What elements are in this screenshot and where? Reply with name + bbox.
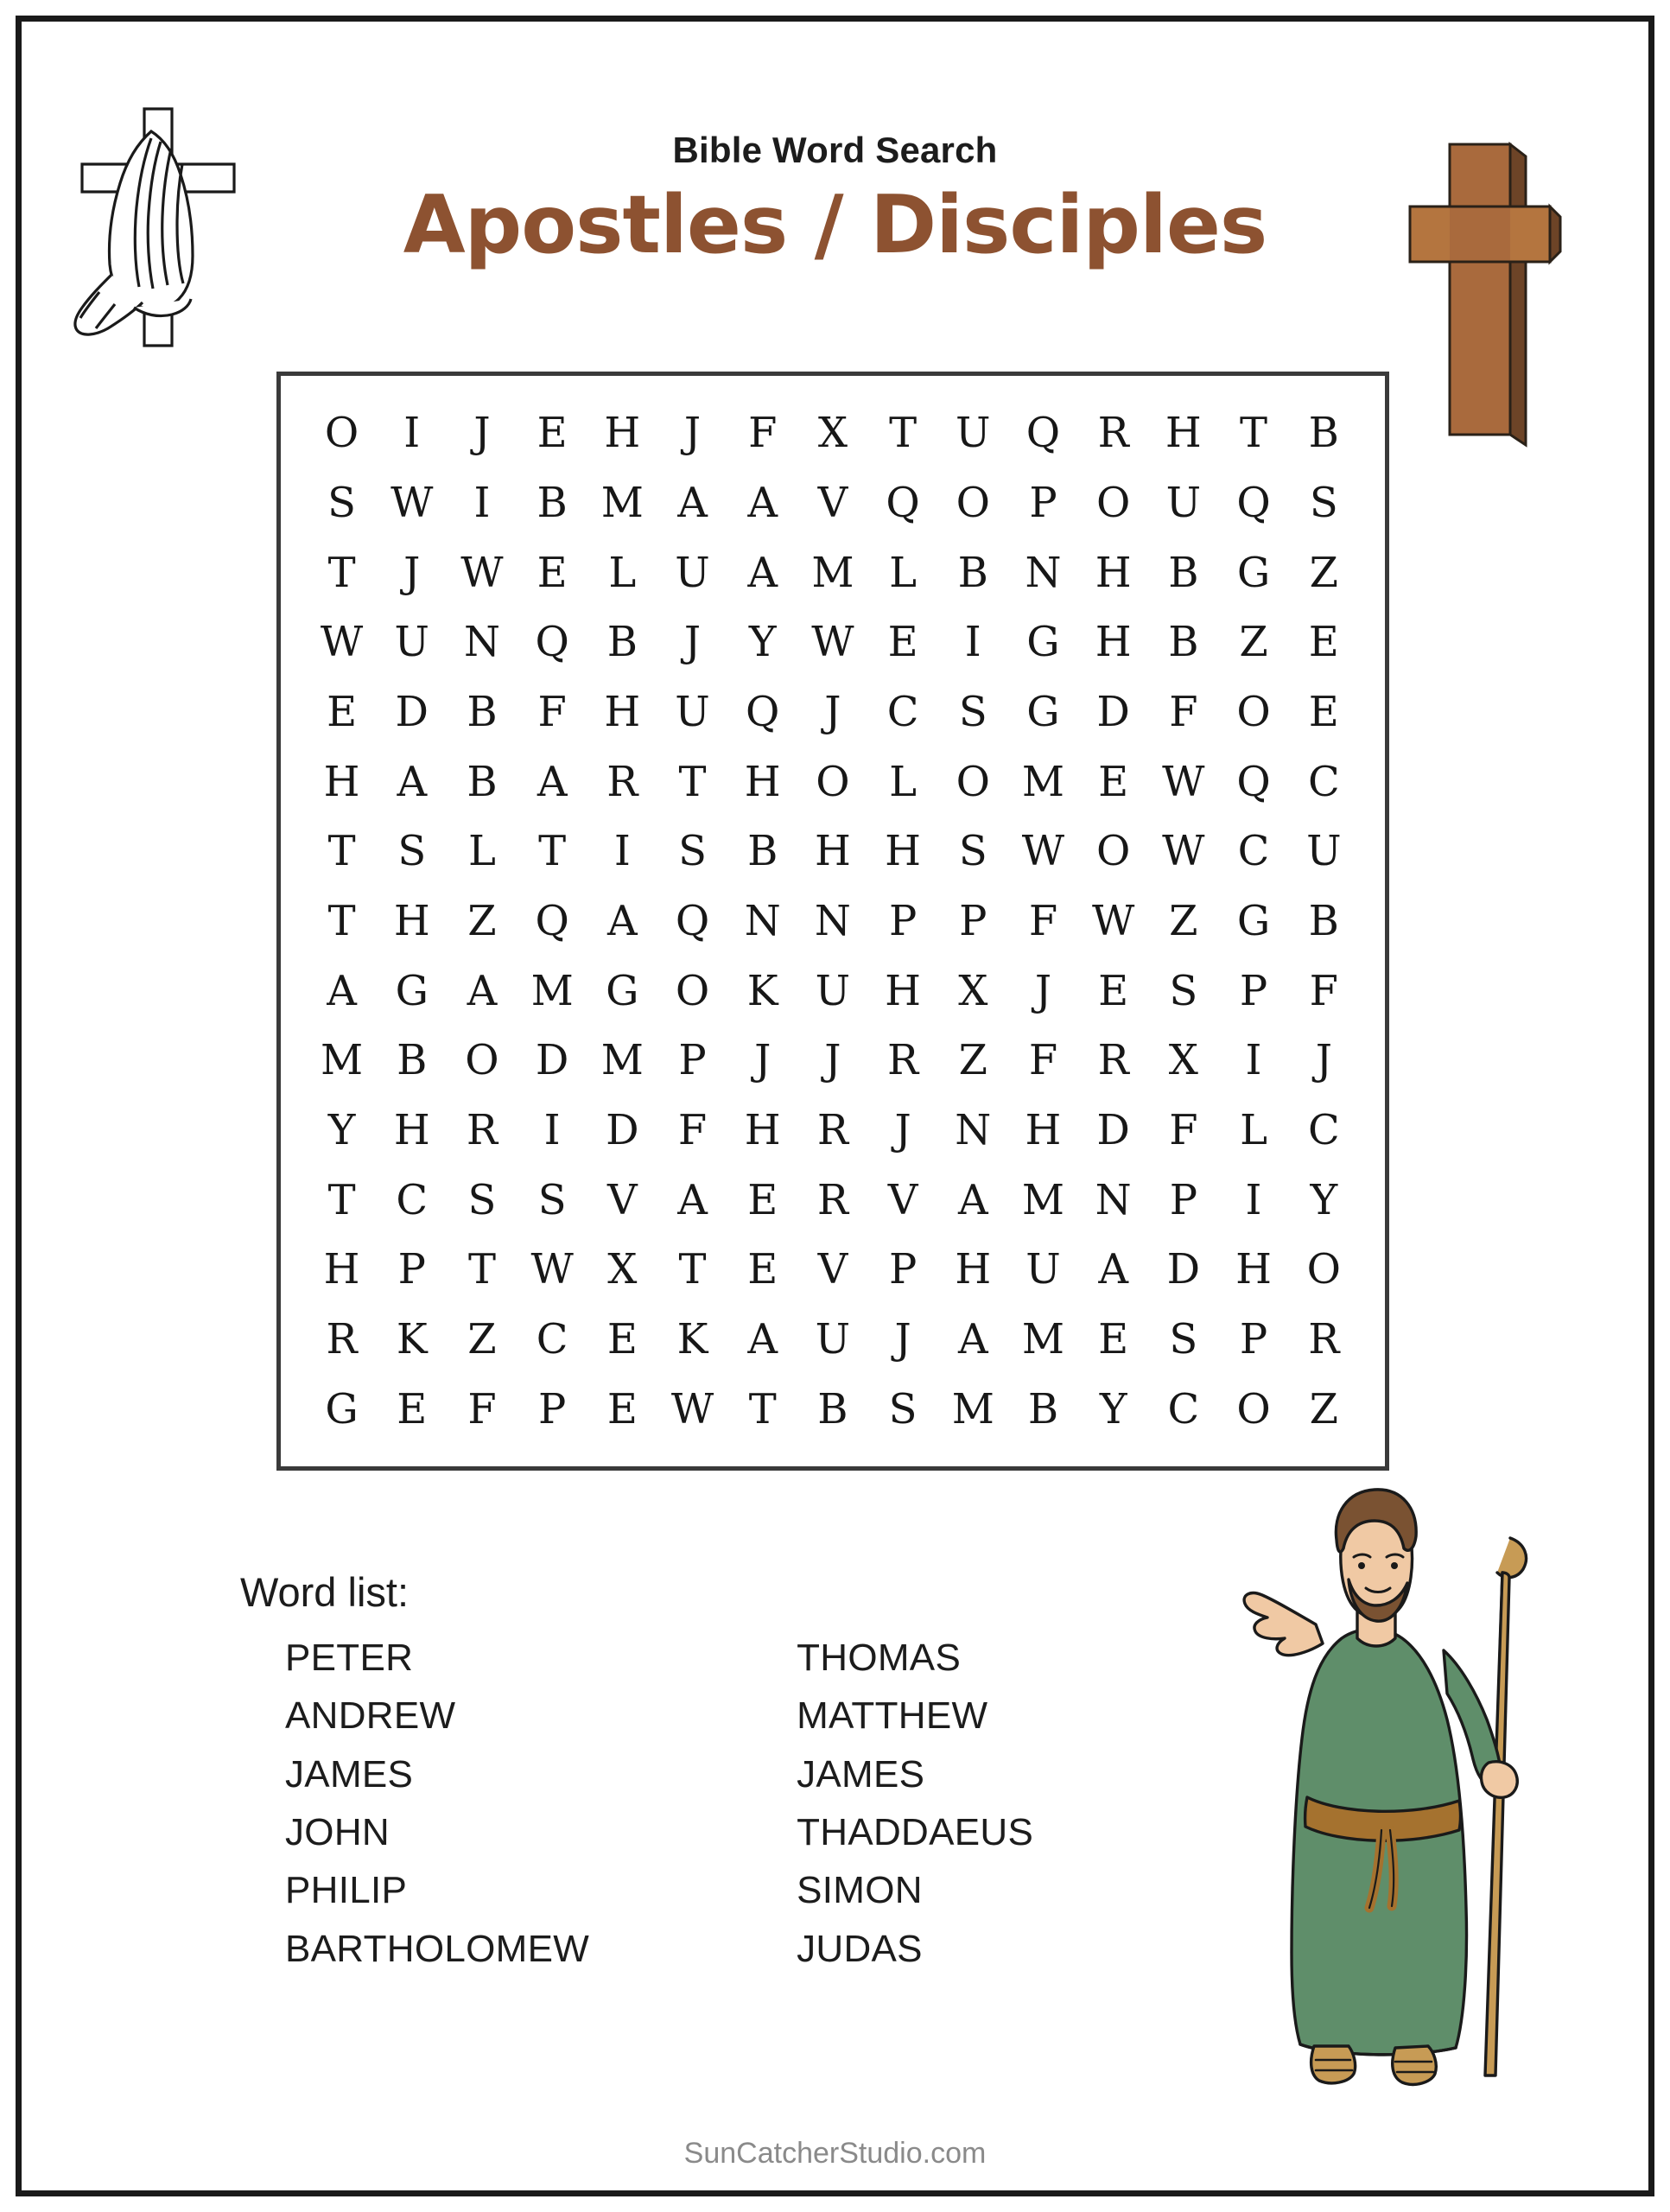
grid-letter: J	[403, 548, 421, 597]
grid-letter: U	[956, 409, 991, 458]
grid-letter: F	[1169, 1105, 1198, 1154]
grid-letter: F	[748, 409, 778, 458]
grid-letter: A	[747, 478, 778, 527]
grid-row	[307, 956, 1359, 1026]
grid-letter: B	[397, 1036, 428, 1085]
grid-letter: U	[394, 618, 429, 667]
grid-letter: N	[463, 618, 500, 667]
grid-letter: Q	[535, 618, 569, 667]
grid-letter: T	[1240, 409, 1268, 458]
grid-letter: I	[473, 478, 491, 527]
grid-letter: B	[1308, 896, 1339, 945]
grid-letter: A	[327, 966, 357, 1015]
grid-letter: Q	[535, 896, 569, 945]
grid-letter: I	[543, 1105, 561, 1154]
grid-letter: T	[889, 409, 918, 458]
grid-letter: W	[670, 1384, 714, 1433]
grid-letter: S	[958, 687, 987, 736]
grid-letter: U	[815, 1314, 851, 1363]
grid-letter: I	[1245, 1036, 1262, 1085]
grid-letter: R	[326, 1314, 358, 1363]
grid-letter: Y	[327, 1105, 356, 1154]
grid-letter: F	[677, 1105, 708, 1154]
grid-letter: J	[683, 618, 702, 667]
grid-row	[307, 747, 1359, 817]
grid-letter: E	[537, 548, 568, 597]
grid-row	[307, 537, 1359, 607]
grid-letter: U	[1025, 1245, 1061, 1294]
grid-letter: Z	[1309, 1384, 1338, 1433]
grid-letter: N	[1095, 1175, 1132, 1224]
grid-letter: E	[1308, 618, 1339, 667]
grid-letter: Q	[1025, 409, 1061, 458]
grid-letter: O	[816, 757, 850, 806]
grid-letter: I	[613, 827, 631, 876]
grid-letter: Q	[746, 687, 780, 736]
grid-letter: K	[676, 1314, 708, 1363]
grid-letter: H	[1025, 1105, 1062, 1154]
grid-letter: Y	[1099, 1384, 1127, 1433]
grid-letter: D	[1166, 1245, 1201, 1294]
grid-letter: J	[894, 1105, 911, 1154]
grid-letter: M	[321, 1036, 364, 1085]
grid-letter: P	[1239, 966, 1268, 1015]
grid-letter: A	[677, 478, 708, 527]
grid-letter: E	[747, 1175, 778, 1224]
grid-letter: I	[1245, 1175, 1262, 1224]
grid-letter: H	[885, 966, 922, 1015]
grid-letter: R	[606, 757, 638, 806]
grid-row	[307, 1096, 1359, 1166]
grid-letter: A	[397, 757, 428, 806]
grid-letter: W	[811, 618, 854, 667]
grid-letter: T	[327, 1175, 356, 1224]
grid-letter: U	[675, 687, 710, 736]
grid-letter: L	[1240, 1105, 1267, 1154]
grid-letter: D	[1096, 687, 1130, 736]
grid-letter: R	[1308, 1314, 1340, 1363]
grid-row	[307, 398, 1359, 468]
grid-row	[307, 468, 1359, 538]
grid-letter: S	[888, 1384, 918, 1433]
grid-letter: H	[744, 757, 781, 806]
grid-letter: W	[460, 548, 504, 597]
grid-letter: O	[1236, 1384, 1271, 1433]
word-item: JOHN	[285, 1810, 390, 1853]
grid-letter: A	[1098, 1245, 1128, 1294]
word-item: JAMES	[285, 1752, 414, 1796]
word-list-column-1	[285, 1629, 589, 1978]
grid-letter: G	[1026, 687, 1060, 736]
grid-letter: T	[678, 757, 707, 806]
grid-letter: M	[600, 1036, 644, 1085]
grid-letter: N	[814, 896, 851, 945]
grid-letter: C	[1307, 1105, 1340, 1154]
grid-letter: W	[1162, 757, 1205, 806]
word-item: PHILIP	[285, 1869, 408, 1912]
grid-letter: E	[1098, 966, 1129, 1015]
grid-letter: M	[1021, 1314, 1065, 1363]
grid-letter: S	[327, 478, 357, 527]
grid-letter: P	[397, 1245, 426, 1294]
grid-letter: J	[1034, 966, 1052, 1015]
grid-letter: L	[468, 827, 496, 876]
grid-letter: E	[1098, 1314, 1129, 1363]
grid-letter: Z	[1239, 618, 1268, 667]
grid-letter: J	[683, 409, 702, 458]
grid-letter: P	[678, 1036, 707, 1085]
grid-letter: B	[467, 687, 498, 736]
grid-letter: V	[607, 1175, 638, 1224]
grid-letter: Y	[748, 618, 777, 667]
grid-letter: R	[1097, 409, 1129, 458]
grid-letter: U	[815, 966, 851, 1015]
grid-letter: F	[1028, 896, 1058, 945]
grid-letter: S	[1169, 1314, 1198, 1363]
grid-letter: F	[537, 687, 567, 736]
grid-letter: I	[964, 618, 981, 667]
grid-letter: R	[816, 1175, 848, 1224]
grid-row	[307, 887, 1359, 957]
grid-letter: E	[606, 1384, 638, 1433]
grid-row	[307, 1305, 1359, 1375]
grid-letter: P	[1239, 1314, 1268, 1363]
word-item: MATTHEW	[797, 1694, 988, 1738]
grid-letter: G	[1236, 548, 1271, 597]
grid-letter: V	[817, 478, 848, 527]
grid-letter: W	[1162, 827, 1205, 876]
grid-letter: T	[748, 1384, 777, 1433]
grid-letter: D	[1096, 1105, 1130, 1154]
grid-letter: C	[396, 1175, 429, 1224]
grid-letter: T	[327, 548, 356, 597]
grid-letter: P	[1029, 478, 1057, 527]
word-item: THADDAEUS	[797, 1810, 1034, 1853]
grid-letter: E	[537, 409, 568, 458]
grid-letter: H	[604, 409, 641, 458]
grid-letter: H	[955, 1245, 992, 1294]
grid-letter: B	[1168, 548, 1199, 597]
grid-letter: O	[324, 409, 359, 458]
grid-letter: Q	[1236, 757, 1271, 806]
grid-letter: P	[959, 896, 987, 945]
grid-letter: H	[744, 1105, 781, 1154]
grid-letter: I	[403, 409, 421, 458]
grid-letter: O	[1306, 1245, 1341, 1294]
grid-letter: W	[1021, 827, 1065, 876]
grid-letter: H	[814, 827, 851, 876]
grid-letter: B	[817, 1384, 848, 1433]
grid-letter: B	[1308, 409, 1339, 458]
grid-letter: F	[1028, 1036, 1058, 1085]
grid-letter: X	[607, 1245, 638, 1294]
grid-letter: Q	[1236, 478, 1271, 527]
grid-letter: M	[530, 966, 574, 1015]
grid-letter: O	[465, 1036, 499, 1085]
grid-letter: G	[395, 966, 429, 1015]
grid-letter: E	[1098, 757, 1129, 806]
grid-letter: H	[885, 827, 922, 876]
grid-letter: U	[1165, 478, 1202, 527]
grid-letter: H	[393, 1105, 430, 1154]
word-search-grid	[276, 372, 1389, 1471]
grid-letter: B	[957, 548, 988, 597]
grid-letter: M	[1021, 757, 1065, 806]
grid-letter: R	[887, 1036, 919, 1085]
grid-letter: U	[675, 548, 710, 597]
grid-letter: U	[1306, 827, 1342, 876]
word-list-label: Word list:	[240, 1569, 409, 1615]
grid-row	[307, 607, 1359, 677]
grid-letter: H	[1095, 548, 1132, 597]
grid-letter: O	[956, 757, 990, 806]
grid-letter: B	[467, 757, 498, 806]
grid-letter: C	[886, 687, 919, 736]
grid-letter: T	[538, 827, 567, 876]
grid-letter: W	[1091, 896, 1135, 945]
grid-letter: L	[889, 548, 918, 597]
grid-letter: H	[1235, 1245, 1272, 1294]
grid-letter: Q	[886, 478, 920, 527]
grid-letter: W	[320, 618, 364, 667]
grid-letter: C	[1237, 827, 1270, 876]
site-credit: SunCatcherStudio.com	[683, 2137, 987, 2170]
grid-letter: J	[473, 409, 491, 458]
grid-letter: D	[606, 1105, 639, 1154]
grid-letter: V	[887, 1175, 918, 1224]
grid-letter: D	[395, 687, 429, 736]
grid-letter: P	[538, 1384, 567, 1433]
grid-letter: O	[675, 966, 710, 1015]
grid-letter: C	[536, 1314, 568, 1363]
grid-letter: R	[466, 1105, 498, 1154]
word-item: BARTHOLOMEW	[285, 1927, 590, 1970]
grid-letter: S	[467, 1175, 497, 1224]
word-item: JAMES	[797, 1752, 925, 1796]
word-item: SIMON	[797, 1869, 923, 1912]
grid-letter: N	[744, 896, 781, 945]
disciple-figure-illustration	[1212, 1434, 1584, 2100]
word-item: THOMAS	[797, 1637, 962, 1679]
grid-letter: T	[467, 1245, 496, 1294]
grid-letter: B	[1168, 618, 1199, 667]
grid-row	[307, 817, 1359, 887]
grid-letter: H	[604, 687, 641, 736]
grid-letter: A	[747, 1314, 778, 1363]
grid-letter: A	[607, 896, 638, 945]
word-item: PETER	[285, 1637, 414, 1679]
grid-letter: L	[608, 548, 637, 597]
grid-letter: W	[530, 1245, 574, 1294]
grid-letter: Y	[1310, 1175, 1338, 1224]
grid-letter: E	[747, 1245, 778, 1294]
grid-letter: O	[956, 478, 990, 527]
grid-letter: F	[1169, 687, 1198, 736]
grid-letter: M	[811, 548, 854, 597]
grid-letter: E	[397, 1384, 428, 1433]
grid-row	[307, 1026, 1359, 1096]
grid-letter: O	[1095, 478, 1131, 527]
grid-letter: S	[397, 827, 427, 876]
grid-letter: P	[888, 896, 918, 945]
grid-letter: T	[327, 827, 356, 876]
grid-letter: Z	[1169, 896, 1198, 945]
word-item: ANDREW	[285, 1694, 456, 1738]
grid-letter: S	[678, 827, 707, 876]
grid-letter: Z	[958, 1036, 987, 1085]
grid-letter: E	[327, 687, 358, 736]
grid-letter: A	[537, 757, 568, 806]
grid-letter: A	[677, 1175, 708, 1224]
grid-letter: S	[958, 827, 987, 876]
grid-letter: J	[894, 1314, 911, 1363]
grid-letter: C	[1307, 757, 1340, 806]
grid-letter: S	[537, 1175, 567, 1224]
grid-letter: K	[396, 1314, 428, 1363]
grid-letter: J	[824, 1036, 841, 1085]
grid-letter: R	[1097, 1036, 1129, 1085]
grid-letter: H	[393, 896, 430, 945]
grid-letter: F	[467, 1384, 497, 1433]
grid-letter: A	[747, 548, 778, 597]
grid-letter: O	[1236, 687, 1271, 736]
grid-letter: X	[1168, 1036, 1198, 1085]
grid-letter: E	[1308, 687, 1339, 736]
grid-letter: Z	[467, 896, 497, 945]
grid-letter: Z	[467, 1314, 497, 1363]
word-item: JUDAS	[797, 1927, 923, 1970]
grid-letter: P	[1169, 1175, 1197, 1224]
grid-letter: R	[816, 1105, 848, 1154]
grid-letter: H	[323, 1245, 360, 1294]
grid-letter: G	[1026, 618, 1060, 667]
page-title: Apostles / Disciples	[403, 178, 1267, 271]
page-header	[0, 130, 1670, 271]
grid-letter: B	[537, 478, 568, 527]
grid-letter: M	[951, 1384, 994, 1433]
grid-letter: G	[1236, 896, 1271, 945]
grid-letter: W	[391, 478, 434, 527]
grid-letter: F	[1309, 966, 1338, 1015]
grid-letter: H	[1095, 618, 1132, 667]
grid-letter: S	[1309, 478, 1338, 527]
grid-letter: A	[957, 1175, 988, 1224]
grid-row	[307, 677, 1359, 747]
grid-letter: P	[888, 1245, 918, 1294]
grid-letter: H	[323, 757, 360, 806]
grid-row	[307, 1165, 1359, 1235]
grid-letter: L	[889, 757, 918, 806]
grid-row	[307, 1374, 1359, 1444]
grid-letter: A	[467, 966, 498, 1015]
grid-letter: N	[955, 1105, 992, 1154]
grid-letter: T	[678, 1245, 707, 1294]
page-subtitle: Bible Word Search	[672, 130, 998, 170]
grid-letter: K	[746, 966, 778, 1015]
grid-letter: H	[1165, 409, 1202, 458]
grid-letter: C	[1167, 1384, 1200, 1433]
grid-letter: A	[957, 1314, 988, 1363]
grid-letter: E	[606, 1314, 638, 1363]
grid-letter: S	[1169, 966, 1198, 1015]
grid-letter: N	[1025, 548, 1062, 597]
grid-letter: Z	[1309, 548, 1338, 597]
grid-letter: X	[958, 966, 988, 1015]
grid-letter: Q	[675, 896, 710, 945]
grid-letter: O	[1095, 827, 1131, 876]
word-list-column-2	[797, 1629, 1033, 1978]
grid-letter: J	[1315, 1036, 1332, 1085]
grid-letter: B	[606, 618, 638, 667]
grid-letter: T	[327, 896, 356, 945]
grid-letter: D	[535, 1036, 569, 1085]
grid-letter: J	[754, 1036, 772, 1085]
grid-letter: X	[817, 409, 848, 458]
grid-letter: B	[1027, 1384, 1059, 1433]
grid-letter: B	[747, 827, 778, 876]
grid-letter: G	[606, 966, 639, 1015]
grid-letter: J	[824, 687, 841, 736]
letter-grid-table	[307, 398, 1359, 1444]
grid-letter: E	[887, 618, 918, 667]
grid-row	[307, 1235, 1359, 1305]
grid-letter: M	[600, 478, 644, 527]
grid-letter: M	[1021, 1175, 1065, 1224]
grid-letter: V	[817, 1245, 848, 1294]
grid-letter: G	[325, 1384, 359, 1433]
word-list	[285, 1629, 1235, 1978]
